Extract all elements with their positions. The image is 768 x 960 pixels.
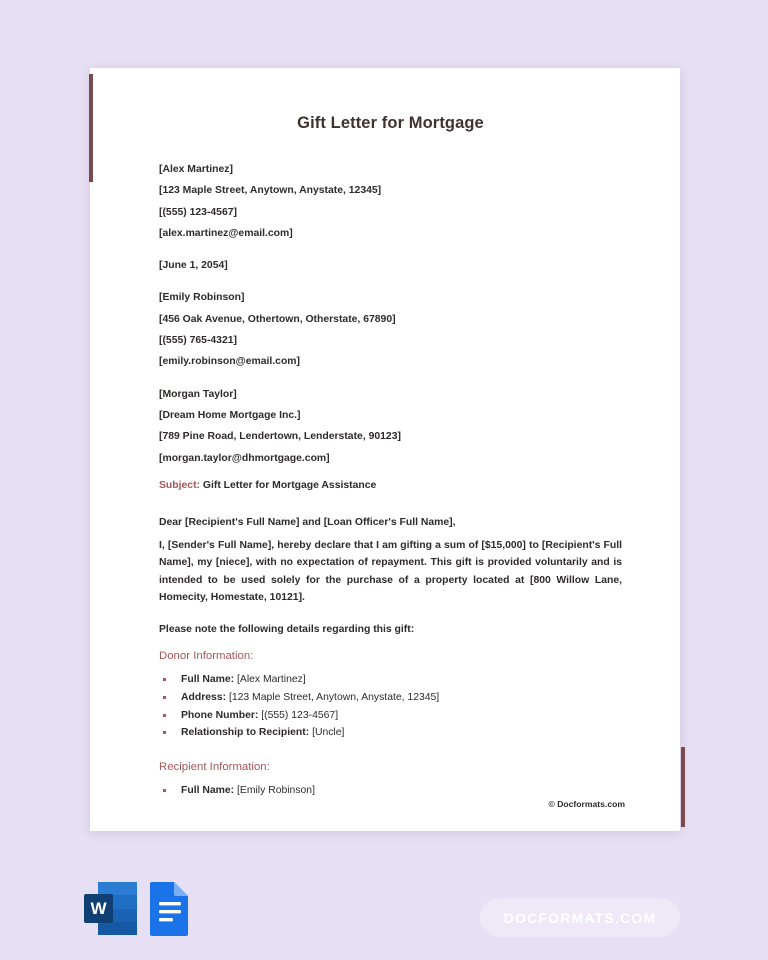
recipient-information-section xyxy=(159,761,622,800)
subject-label: Subject: xyxy=(159,479,200,491)
bullet-label: Phone Number: xyxy=(181,709,259,721)
microsoft-word-icon[interactable] xyxy=(84,880,137,936)
lender-company: [Dream Home Mortgage Inc.] xyxy=(159,409,301,421)
recipient-information-list xyxy=(159,782,622,800)
donor-information-list xyxy=(159,671,622,741)
list-item xyxy=(159,782,622,800)
loan-officer-name: [Morgan Taylor] xyxy=(159,388,237,400)
lender-address: [789 Pine Road, Lendertown, Lenderstate, 90123] xyxy=(159,431,401,443)
body-paragraph: I, [Sender's Full Name], hereby declare that I am gifting a sum of [$15,000] to [Recipient's Full Name], my [niece], with no expectation of repayment. This gift is provided voluntarily and is intended to be used solely for the purchase of a property located at [800 Willow Lane, Homecity, Homestate, 10121]. xyxy=(159,539,622,604)
bullet-value: [Uncle] xyxy=(312,727,345,739)
date-block xyxy=(159,255,622,276)
accent-bar-top-left xyxy=(89,74,93,182)
lender-email: [morgan.taylor@dhmortgage.com] xyxy=(159,452,330,464)
donor-information-section xyxy=(159,650,622,741)
accent-bar-bottom-right xyxy=(681,747,685,827)
details-note: Please note the following details regarding this gift: xyxy=(159,624,415,636)
format-icon-group xyxy=(84,880,192,936)
bullet-value: [Emily Robinson] xyxy=(237,784,315,796)
list-item xyxy=(159,724,622,742)
salutation: Dear [Recipient's Full Name] and [Loan Officer's Full Name], xyxy=(159,516,456,528)
section-heading-recipient: Recipient Information: xyxy=(159,760,270,773)
footer-bar xyxy=(0,831,768,960)
bullet-label: Relationship to Recipient: xyxy=(181,727,310,739)
word-icon-letter: W xyxy=(84,894,113,923)
document-body xyxy=(90,68,680,831)
google-docs-glyph xyxy=(148,880,192,936)
letter-date: [June 1, 2054] xyxy=(159,260,228,272)
bullet-label: Full Name: xyxy=(181,784,235,796)
bullet-value: [123 Maple Street, Anytown, Anystate, 12345] xyxy=(228,692,440,704)
list-item xyxy=(159,707,622,725)
word-icon-band xyxy=(98,922,137,935)
recipient-name: [Emily Robinson] xyxy=(159,292,245,304)
bullet-value: [(555) 123-4567] xyxy=(261,709,339,721)
brand-badge: DOCFORMATS.COM xyxy=(480,898,680,937)
section-heading-donor: Donor Information: xyxy=(159,650,254,663)
recipient-address-block xyxy=(159,287,622,372)
subject-value: Gift Letter for Mortgage Assistance xyxy=(202,479,377,491)
bullet-label: Full Name: xyxy=(181,674,235,686)
page-title: Gift Letter for Mortgage xyxy=(297,114,484,132)
copyright-notice: © Docformats.com xyxy=(548,799,625,809)
recipient-email: [emily.robinson@email.com] xyxy=(159,356,301,368)
bullet-value: [Alex Martinez] xyxy=(237,674,306,686)
subject-line xyxy=(159,480,622,491)
sender-email: [alex.martinez@email.com] xyxy=(159,227,293,239)
sender-name: [Alex Martinez] xyxy=(159,164,233,175)
recipient-address: [456 Oak Avenue, Othertown, Otherstate, 67890] xyxy=(159,313,396,325)
bullet-label: Address: xyxy=(181,692,227,704)
sender-address: [123 Maple Street, Anytown, Anystate, 12345] xyxy=(159,185,382,197)
google-docs-icon[interactable] xyxy=(148,880,192,936)
document-page xyxy=(90,68,680,831)
sender-phone: [(555) 123-4567] xyxy=(159,206,237,218)
list-item xyxy=(159,671,622,689)
recipient-phone: [(555) 765-4321] xyxy=(159,335,237,347)
lender-address-block xyxy=(159,384,622,469)
list-item xyxy=(159,689,622,707)
sender-address-block xyxy=(159,159,622,244)
